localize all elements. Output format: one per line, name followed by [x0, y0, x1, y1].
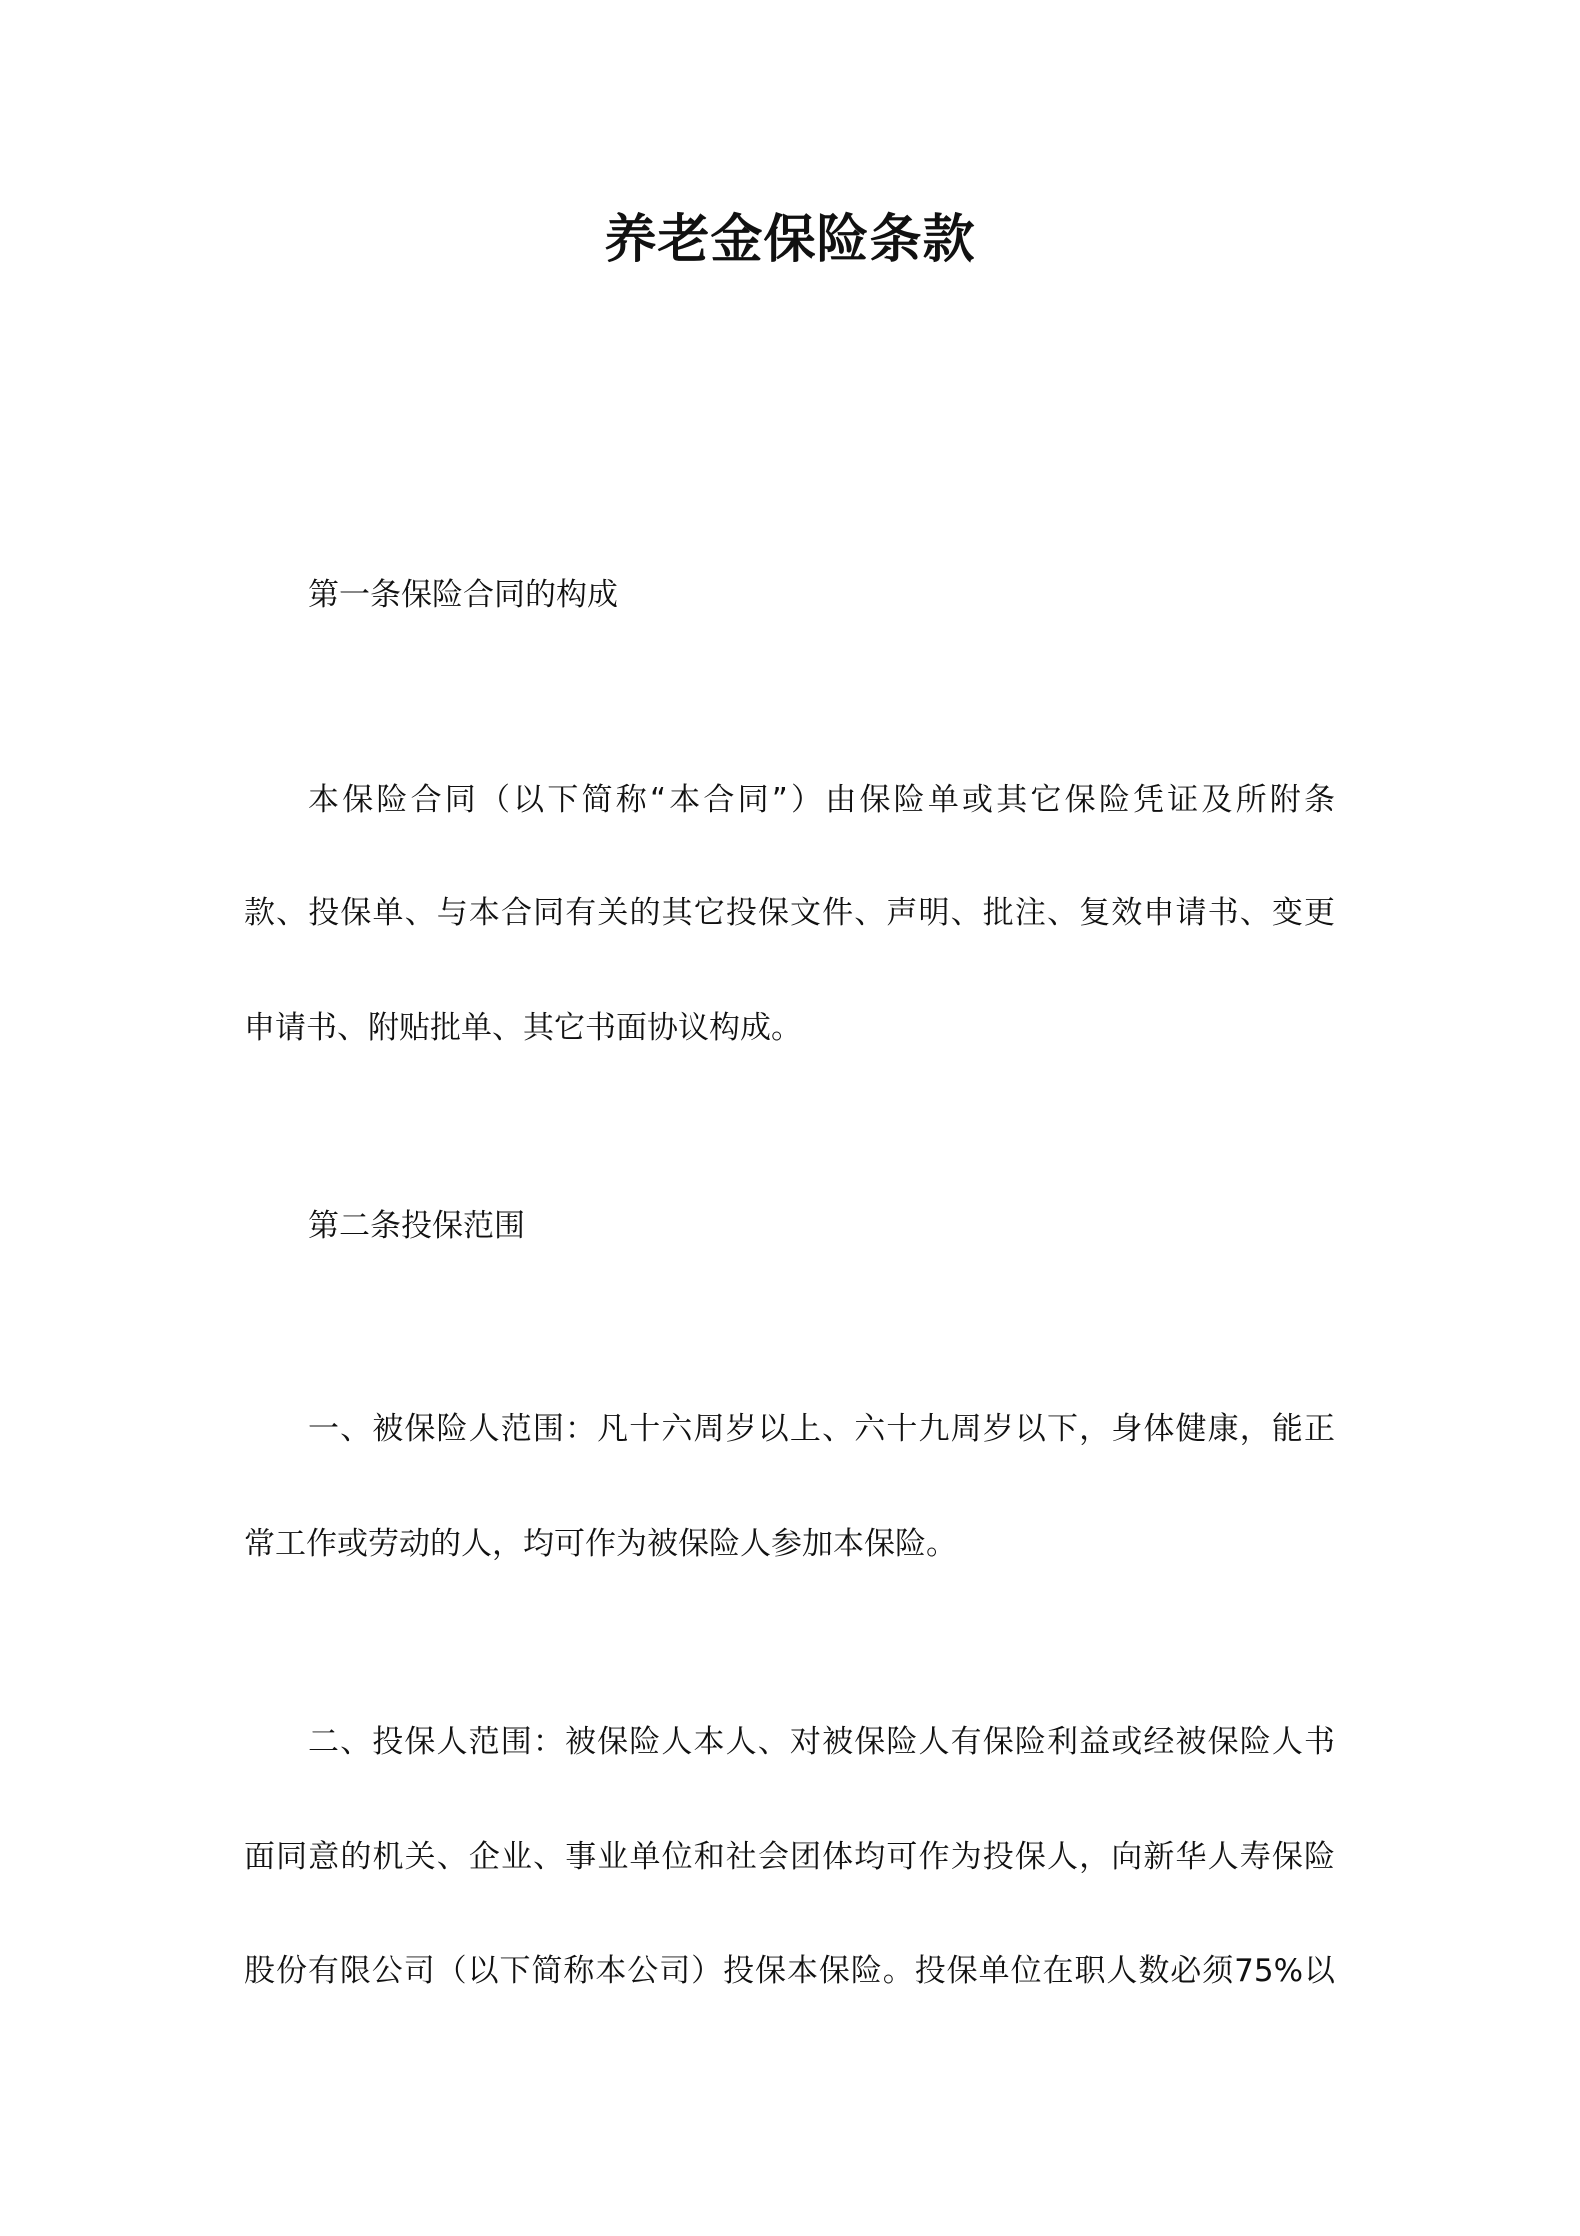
article-2-item-1-line-2: 常工作或劳动的人，均可作为被保险人参加本保险。 — [244, 1526, 957, 1562]
article-2-item-2-line-3: 股份有限公司（以下简称本公司）投保本保险。投保单位在职人数必须75%以 — [244, 1953, 1335, 1989]
article-2-item-2-line-1: 二、投保人范围：被保险人本人、对被保险人有保险利益或经被保险人书 — [308, 1724, 1335, 1760]
article-1-line-3: 申请书、附贴批单、其它书面协议构成。 — [244, 1010, 802, 1046]
document-title: 养老金保险条款 — [604, 210, 976, 270]
article-2-item-1-line-1: 一、被保险人范围：凡十六周岁以上、六十九周岁以下，身体健康，能正 — [308, 1411, 1335, 1447]
article-1-heading: 第一条保险合同的构成 — [308, 577, 618, 613]
article-2-item-2-line-2: 面同意的机关、企业、事业单位和社会团体均可作为投保人，向新华人寿保险 — [244, 1839, 1335, 1875]
article-2-heading: 第二条投保范围 — [308, 1208, 525, 1244]
article-1-line-1: 本保险合同（以下简称“本合同”）由保险单或其它保险凭证及所附条 — [308, 782, 1335, 818]
article-1-line-2: 款、投保单、与本合同有关的其它投保文件、声明、批注、复效申请书、变更 — [244, 895, 1335, 931]
